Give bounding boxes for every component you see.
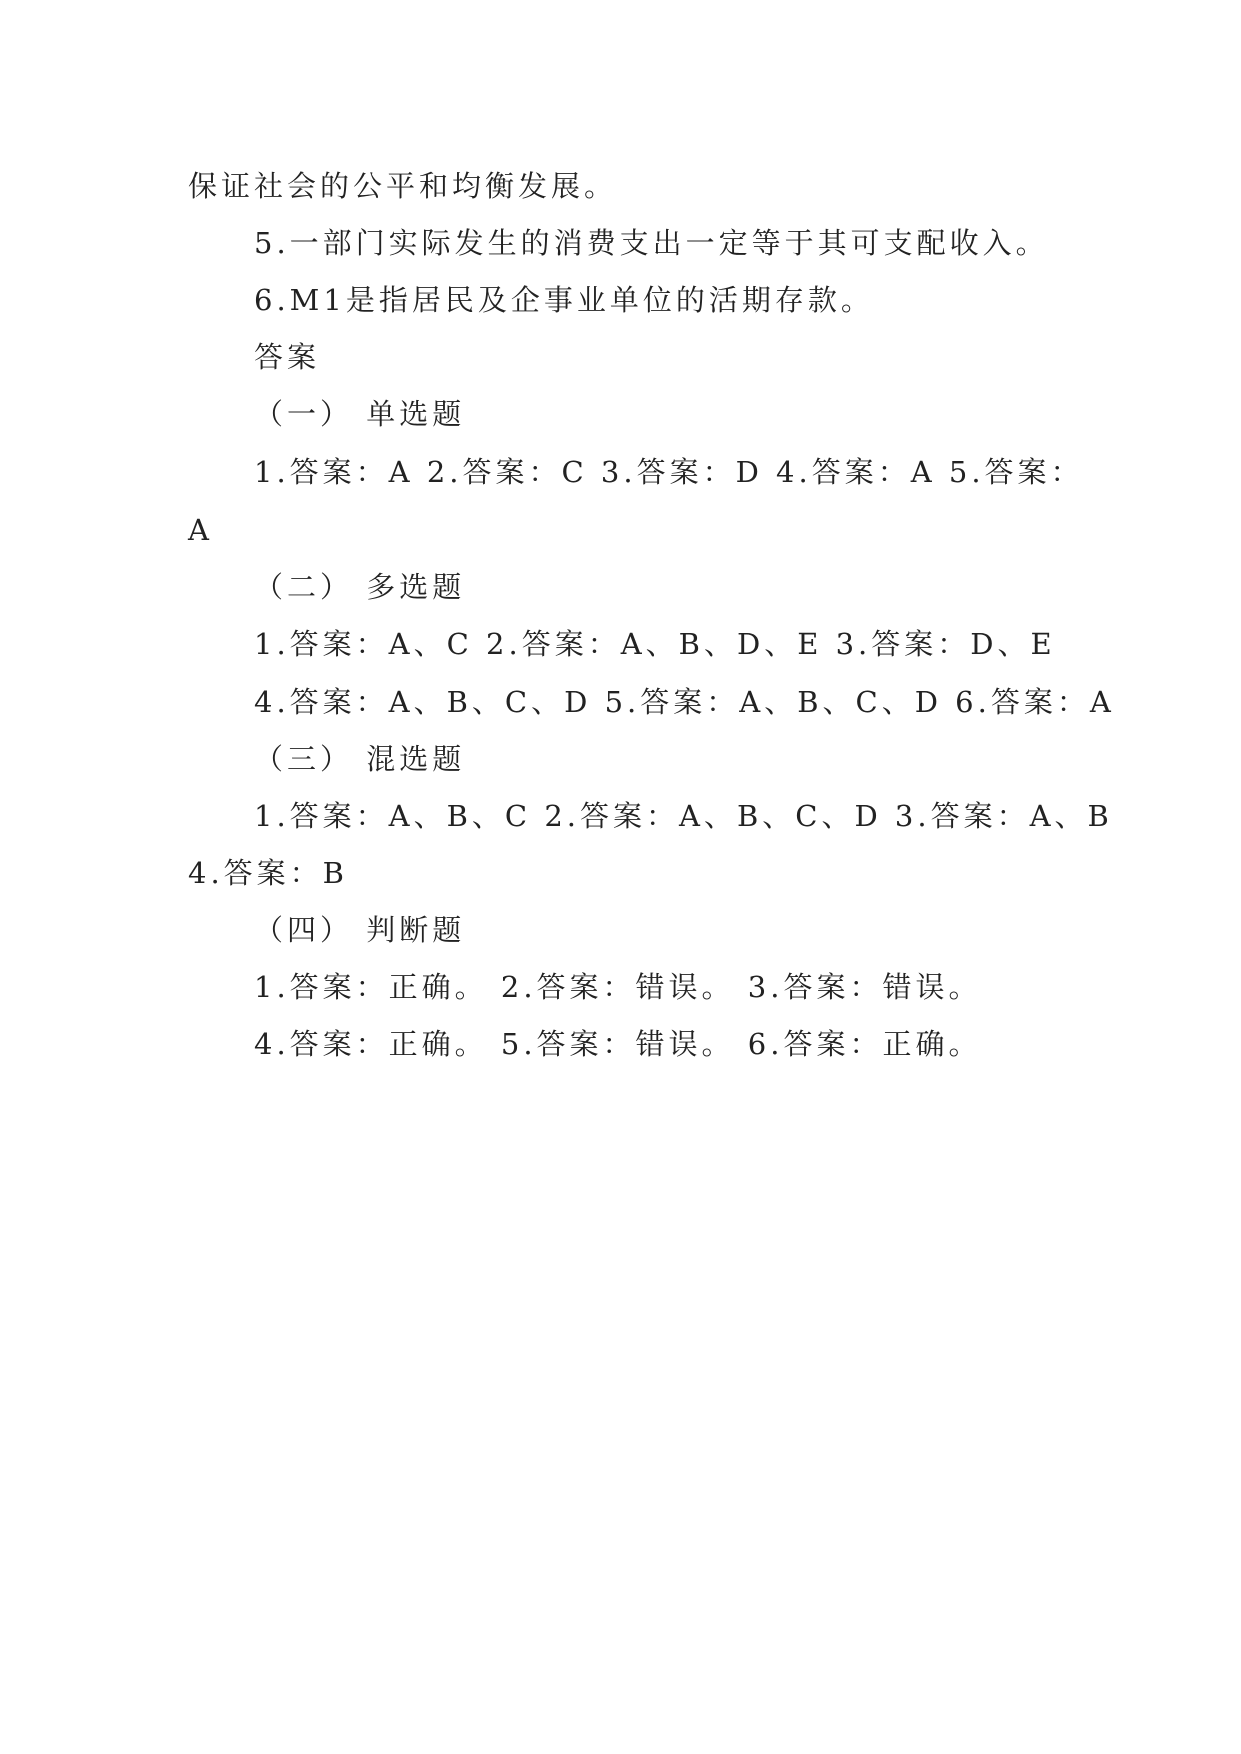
single-choice-answers-wrap: A — [188, 513, 213, 547]
multiple-choice-answers-1: 1.答案：A、C 2.答案：A、B、D、E 3.答案：D、E — [254, 627, 1056, 661]
mixed-choice-answers: 1.答案：A、B、C 2.答案：A、B、C、D 3.答案：A、B — [254, 799, 1113, 833]
single-choice-answers: 1.答案：A 2.答案：C 3.答案：D 4.答案：A 5.答案： — [254, 455, 1084, 489]
multiple-choice-answers-2: 4.答案：A、B、C、D 5.答案：A、B、C、D 6.答案：A — [254, 685, 1115, 719]
section-heading-mixed-choice: （三） 混选题 — [254, 742, 466, 776]
section-heading-single-choice: （一） 单选题 — [254, 397, 466, 431]
section-heading-multiple-choice: （二） 多选题 — [254, 570, 466, 604]
section-heading-true-false: （四） 判断题 — [254, 913, 466, 947]
text-line-continuation: 保证社会的公平和均衡发展。 — [188, 169, 618, 203]
mixed-choice-answers-wrap: 4.答案：B — [188, 856, 348, 890]
judgment-question-5: 5.一部门实际发生的消费支出一定等于其可支配收入。 — [254, 226, 1049, 260]
true-false-answers-1: 1.答案：正确。 2.答案：错误。 3.答案：错误。 — [254, 970, 982, 1004]
judgment-question-6: 6.M1是指居民及企事业单位的活期存款。 — [254, 283, 874, 317]
true-false-answers-2: 4.答案：正确。 5.答案：错误。 6.答案：正确。 — [254, 1027, 982, 1061]
answers-heading: 答案 — [254, 340, 321, 374]
